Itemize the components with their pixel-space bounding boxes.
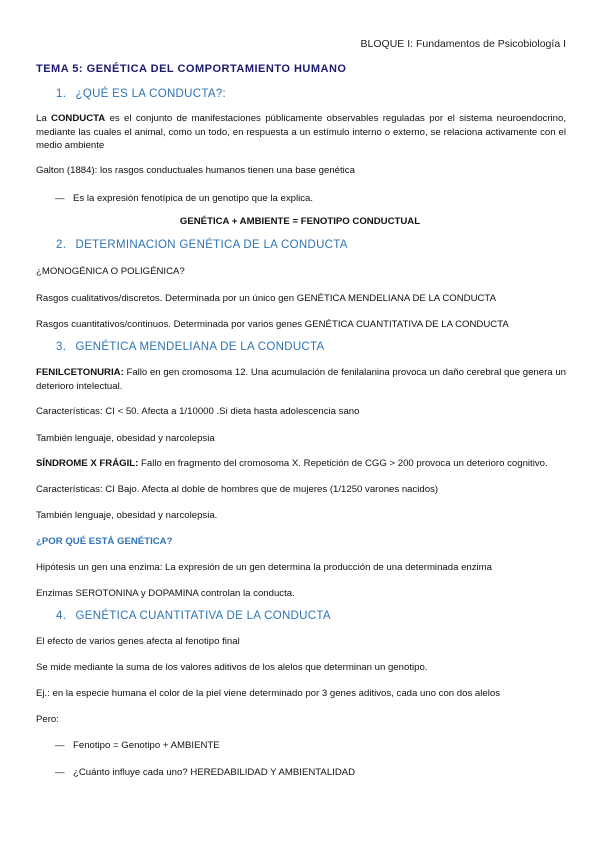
galton-paragraph: Galton (1884): los rasgos conductuales humanos tienen una base genética bbox=[36, 165, 355, 176]
bold-term: CONDUCTA bbox=[51, 113, 106, 124]
section-number: 2. bbox=[56, 239, 67, 251]
section-title: DETERMINACION GENÉTICA DE LA CONDUCTA bbox=[75, 239, 348, 251]
section-number: 1. bbox=[56, 88, 67, 100]
text-run: es el conjunto de manifestaciones públicamente observables reguladas por el sistema neuroendocrino, mediante las cuales el animal, como un todo, en respuesta a un estímulo interno o externo, se relaciona activamente con el medio ambiente bbox=[36, 113, 566, 151]
bullet-item bbox=[55, 767, 355, 778]
quant-paragraph-1: El efecto de varios genes afecta al fenotipo final bbox=[36, 636, 240, 647]
section-2-heading bbox=[56, 239, 348, 251]
section-title: ¿QUÉ ES LA CONDUCTA?: bbox=[75, 88, 227, 100]
section-1-heading bbox=[56, 88, 226, 100]
text-run: La bbox=[36, 113, 52, 124]
quantitative-line: Rasgos cuantitativos/continuos. Determinada por varios genes GENÉTICA CUANTITATIVA DE LA CONDUCTA bbox=[36, 319, 509, 330]
why-genetic-subheading: ¿POR QUÉ ESTÁ GENÉTICA? bbox=[36, 536, 173, 547]
pero-line: Pero: bbox=[36, 714, 59, 725]
hypothesis-line: Hipótesis un gen una enzima: La expresión de un gen determina la producción de una determinada enzima bbox=[36, 562, 492, 573]
bullet-text: Es la expresión fenotípica de un genotipo que la explica. bbox=[73, 193, 314, 204]
section-3-heading bbox=[56, 341, 324, 353]
dash-marker: — bbox=[55, 193, 65, 204]
text-run: Fallo en fragmento del cromosoma X. Repetición de CGG > 200 provoca un deterioro cognitivo. bbox=[138, 458, 548, 469]
document-title: TEMA 5: GENÉTICA DEL COMPORTAMIENTO HUMANO bbox=[36, 63, 347, 75]
fragile-x-also: También lenguaje, obesidad y narcolepsia. bbox=[36, 510, 218, 521]
pku-also: También lenguaje, obesidad y narcolepsia bbox=[36, 433, 215, 444]
fragile-x-paragraph bbox=[36, 457, 566, 471]
qualitative-line: Rasgos cualitativos/discretos. Determinada por un único gen GENÉTICA MENDELIANA DE LA CONDUCTA bbox=[36, 293, 496, 304]
bullet-item bbox=[55, 193, 313, 204]
section-number: 3. bbox=[56, 341, 67, 353]
bullet-text: Fenotipo = Genotipo + AMBIENTE bbox=[73, 740, 220, 751]
section-title: GENÉTICA CUANTITATIVA DE LA CONDUCTA bbox=[75, 610, 331, 622]
quant-paragraph-3: Ej.: en la especie humana el color de la piel viene determinado por 3 genes aditivos, cada uno con dos alelos bbox=[36, 688, 500, 699]
dash-marker: — bbox=[55, 767, 65, 778]
enzymes-line: Enzimas SEROTONINA y DOPAMINA controlan la conducta. bbox=[36, 588, 295, 599]
bullet-text: ¿Cuánto influye cada uno? HEREDABILIDAD Y AMBIENTALIDAD bbox=[73, 767, 356, 778]
quant-paragraph-2: Se mide mediante la suma de los valores aditivos de los alelos que determinan un genotipo. bbox=[36, 662, 428, 673]
question-line: ¿MONOGÉNICA O POLIGÉNICA? bbox=[36, 266, 185, 277]
section-title: GENÉTICA MENDELIANA DE LA CONDUCTA bbox=[75, 341, 325, 353]
bullet-item bbox=[55, 740, 220, 751]
section-4-heading bbox=[56, 610, 331, 622]
pku-characteristics: Características: CI < 50. Afecta a 1/10000 .Si dieta hasta adolescencia sano bbox=[36, 406, 360, 417]
formula: GENÉTICA + AMBIENTE = FENOTIPO CONDUCTUAL bbox=[179, 216, 421, 227]
bold-term: FENILCETONURIA: bbox=[36, 367, 124, 378]
text-run: Fallo en gen cromosoma 12. Una acumulación de fenilalanina provoca un daño cerebral que genera un deterioro intelectual. bbox=[36, 367, 566, 392]
bold-term: SÍNDROME X FRÁGIL: bbox=[36, 458, 139, 469]
section-number: 4. bbox=[56, 610, 67, 622]
fragile-x-characteristics: Características: CI Bajo. Afecta al doble de hombres que de mujeres (1/1250 varones nacidos) bbox=[36, 484, 439, 495]
dash-marker: — bbox=[55, 740, 65, 751]
definition-paragraph bbox=[36, 112, 566, 153]
phenylketonuria-paragraph bbox=[36, 366, 566, 393]
page-header: BLOQUE I: Fundamentos de Psicobiología I bbox=[360, 38, 566, 50]
